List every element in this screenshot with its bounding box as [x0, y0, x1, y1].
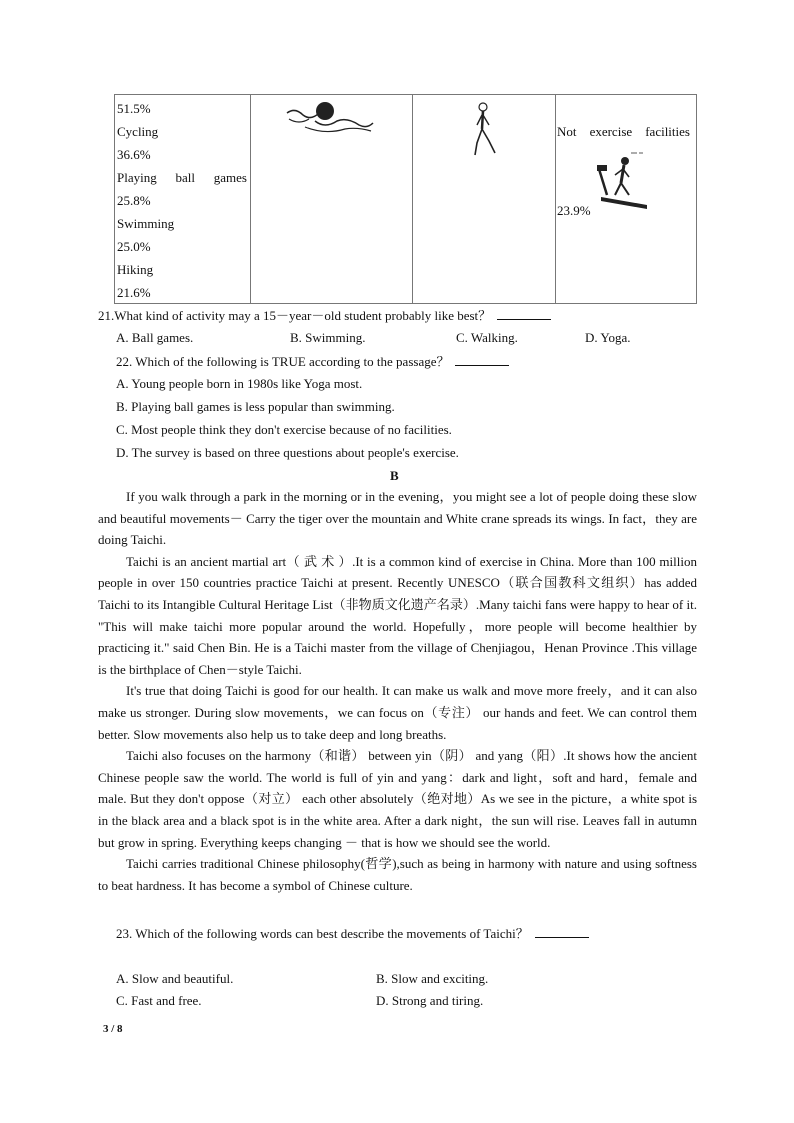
q21-text: 21.What kind of activity may a 15－year－old student probably like best？ — [98, 308, 492, 323]
stat-line — [117, 168, 247, 191]
stat-word: games — [213, 170, 247, 185]
q21-question — [98, 307, 698, 325]
treadmill-icon — [593, 151, 649, 213]
answer-blank[interactable] — [497, 309, 551, 320]
q22-text: 22. Which of the following is TRUE according to the passage？ — [116, 354, 450, 369]
q21-option-c[interactable]: C. Walking. — [456, 330, 518, 345]
walker-icon — [467, 101, 501, 157]
stat-line: Cycling — [117, 124, 159, 139]
q22-option-a[interactable]: A. Young people born in 1980s like Yoga most. — [116, 376, 363, 391]
facilities-word: exercise — [589, 124, 633, 139]
q21-option-b[interactable]: B. Swimming. — [290, 330, 366, 345]
q22-question — [116, 353, 716, 371]
q23-option-b[interactable]: B. Slow and exciting. — [376, 971, 489, 986]
q23-option-c[interactable]: C. Fast and free. — [116, 993, 202, 1008]
q22-option-c[interactable]: C. Most people think they don't exercise because of no facilities. — [116, 422, 452, 437]
section-heading: B — [390, 468, 399, 483]
passage — [98, 486, 697, 896]
paragraph: Taichi carries traditional Chinese philosophy(哲学),such as being in harmony with nature and using softness to beat hardness. It has become a symbol of Chinese culture. — [98, 856, 697, 893]
facilities-label — [557, 123, 690, 141]
paragraph: Taichi is an ancient martial art（ 武 术 ）.It is a common kind of exercise in China. More than 100 million people in over 150 countries practice Taichi at present. Recently UNESCO（联合国教科文组织）has added Taichi to its Intangible Cultural Heritage List（非物质文化遗产名录）.Many taichi fans were happy to hear of it. "This will make taichi more popular around the world. Hopefully，more people will become healthier by practicing it." said Chen Bin. He is a Taichi master from the village of Chenjiagou，Henan Province .This village is the birthplace of Chen－style Taichi. — [98, 553, 697, 677]
paragraph: If you walk through a park in the morning or in the evening，you might see a lot of people doing these slow and beautiful movements－ Carry the tiger over the mountain and White crane spreads its wings. In fact，they are doing Taichi. — [98, 489, 697, 548]
paragraph: Taichi also focuses on the harmony（和谐） between yin（阴） and yang（阳）.It shows how the ancient Chinese people saw the world. The world is full of yin and yang：dark and light，soft and hard，female and male. But they don't oppose（对立） each other absolutely（绝对地）As we see in the picture，a white spot is in the black area and a black spot is in the white area. After a dark night，the sun will rise. Leaves fall in autumn but grow in spring. Everything keeps changing － that is how we should see the world. — [98, 748, 697, 850]
stat-line: 51.5% — [117, 101, 151, 116]
q23-option-a[interactable]: A. Slow and beautiful. — [116, 971, 234, 986]
q23-question — [116, 925, 716, 943]
facilities-value: 23.9% — [557, 203, 591, 218]
facilities-word: Not — [557, 124, 577, 139]
survey-table — [114, 94, 697, 304]
swimmer-icon — [285, 99, 375, 139]
stat-line: 25.8% — [117, 193, 151, 208]
stat-word: Playing — [117, 170, 157, 185]
table-cell-stats — [117, 99, 247, 306]
stat-line: 25.0% — [117, 239, 151, 254]
stat-line: 21.6% — [117, 285, 151, 300]
stat-line: Hiking — [117, 262, 154, 277]
table-divider — [412, 95, 413, 303]
q23-text: 23. Which of the following words can best describe the movements of Taichi？ — [116, 926, 529, 941]
answer-blank[interactable] — [455, 355, 509, 366]
stat-word: ball — [175, 170, 195, 185]
table-divider — [555, 95, 556, 303]
q21-option-a[interactable]: A. Ball games. — [116, 330, 194, 345]
q22-option-b[interactable]: B. Playing ball games is less popular than swimming. — [116, 399, 395, 414]
answer-blank[interactable] — [535, 927, 589, 938]
q23-option-d[interactable]: D. Strong and tiring. — [376, 993, 484, 1008]
stat-line: 36.6% — [117, 147, 151, 162]
paragraph: It's true that doing Taichi is good for our health. It can make us walk and move more freely，and it can also make us stronger. During slow movements，we can focus on（专注） our hands and feet. We can control them better. Slow movements also help us to take deep and long breaths. — [98, 683, 697, 742]
page-number: 3 / 8 — [103, 1023, 123, 1035]
q21-option-d[interactable]: D. Yoga. — [585, 330, 631, 345]
facilities-word: facilities — [645, 124, 690, 139]
table-divider — [250, 95, 251, 303]
q22-option-d[interactable]: D. The survey is based on three questions about people's exercise. — [116, 445, 459, 460]
stat-line: Swimming — [117, 216, 175, 231]
